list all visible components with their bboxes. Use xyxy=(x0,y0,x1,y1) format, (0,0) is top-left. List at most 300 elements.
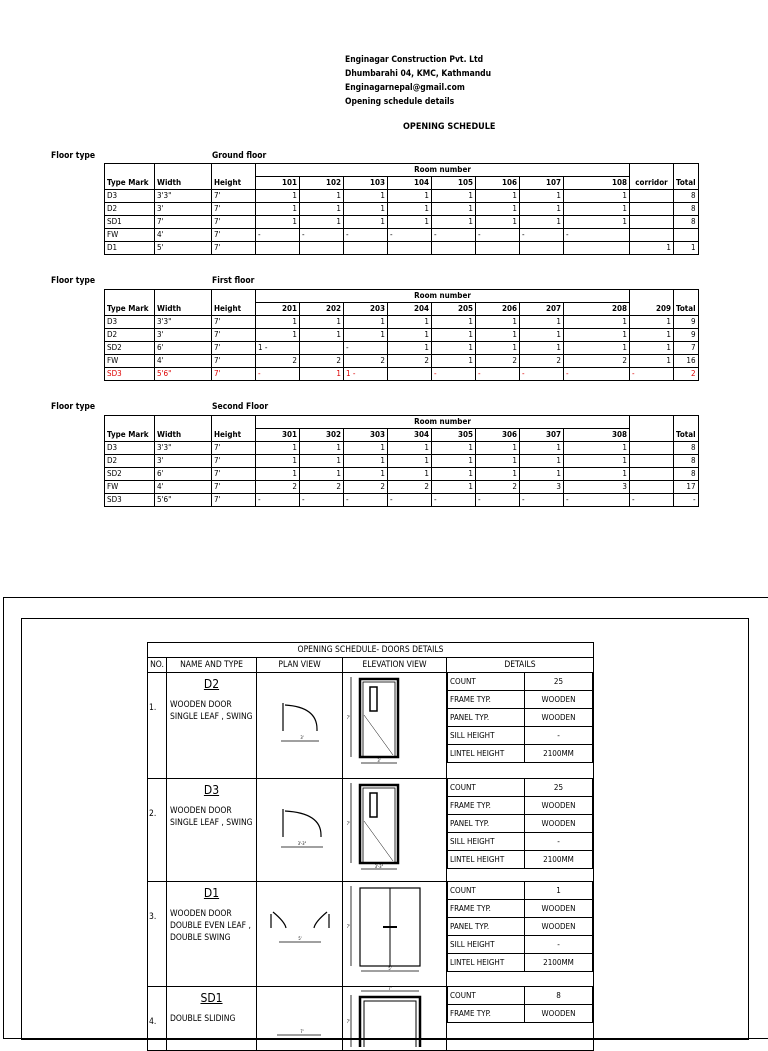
detail-row-panel xyxy=(448,815,593,833)
total-cell: 1 xyxy=(674,242,699,255)
door-details-cell xyxy=(447,779,594,882)
detail-value-panel: WOODEN xyxy=(525,918,593,936)
elevation-width-dimension: 7' xyxy=(388,987,392,991)
door-row xyxy=(148,987,594,1051)
total-cell: 2 xyxy=(674,368,699,381)
type-mark-cell: D3 xyxy=(105,190,155,203)
count-cell: 1 xyxy=(630,355,674,368)
door-plan-drawing xyxy=(257,987,342,1047)
width-cell: 6' xyxy=(155,342,212,355)
count-cell: 2 xyxy=(476,481,520,494)
total-cell xyxy=(674,229,699,242)
count-cell: 3 xyxy=(520,481,564,494)
room-header: 209 xyxy=(630,303,674,316)
count-cell: 1 xyxy=(432,355,476,368)
width-header: Width xyxy=(155,429,212,442)
empty-header-cell xyxy=(105,290,155,303)
count-cell: 1 xyxy=(520,342,564,355)
room-header: 205 xyxy=(432,303,476,316)
empty-header-cell xyxy=(630,164,674,177)
schedule-row xyxy=(105,203,699,216)
door-details-cell xyxy=(447,673,594,779)
type-mark-cell: D3 xyxy=(105,442,155,455)
count-cell: 1 xyxy=(344,216,388,229)
count-cell: - xyxy=(432,368,476,381)
room-header: 108 xyxy=(564,177,630,190)
elevation-view-cell xyxy=(343,673,447,779)
width-cell: 5' xyxy=(155,242,212,255)
elevation-height-dimension: 7' xyxy=(346,715,350,720)
count-cell: - xyxy=(344,342,388,355)
detail-value-frame: WOODEN xyxy=(525,797,593,815)
count-cell: - xyxy=(300,229,344,242)
type-mark-cell: D3 xyxy=(105,316,155,329)
width-cell: 4' xyxy=(155,481,212,494)
col-no-header: NO. xyxy=(148,658,167,673)
detail-row-frame xyxy=(448,900,593,918)
count-cell: 1 xyxy=(630,242,674,255)
door-name-cell xyxy=(167,987,257,1051)
count-cell: 1 xyxy=(256,316,300,329)
empty-header-cell xyxy=(155,290,212,303)
door-code: D3 xyxy=(203,783,220,797)
count-cell: 1 xyxy=(344,190,388,203)
count-cell: 1 xyxy=(300,329,344,342)
count-cell: 1 xyxy=(344,203,388,216)
type-mark-cell: SD3 xyxy=(105,368,155,381)
plan-view-cell xyxy=(257,779,343,882)
count-cell: 1 xyxy=(432,455,476,468)
count-cell: 1 xyxy=(476,203,520,216)
height-cell: 7' xyxy=(212,329,256,342)
count-cell: 1 xyxy=(476,329,520,342)
schedule-row xyxy=(105,229,699,242)
company-address: Dhumbarahi 04, KMC, Kathmandu xyxy=(345,69,492,79)
door-details-table xyxy=(447,987,593,1023)
count-cell: 1 - xyxy=(256,342,300,355)
detail-value-sill: - xyxy=(525,727,593,745)
room-header: 202 xyxy=(300,303,344,316)
type-mark-cell: D2 xyxy=(105,203,155,216)
empty-header-cell xyxy=(630,290,674,303)
count-cell: 1 xyxy=(432,468,476,481)
count-cell: 1 xyxy=(300,468,344,481)
count-cell: 1 xyxy=(432,203,476,216)
room-header: 103 xyxy=(344,177,388,190)
door-elevation-drawing xyxy=(343,882,446,983)
schedule-row xyxy=(105,355,699,368)
company-name: Enginagar Construction Pvt. Ltd xyxy=(345,55,484,65)
total-cell: - xyxy=(674,494,699,507)
count-cell: 1 xyxy=(256,190,300,203)
count-cell: 2 xyxy=(388,355,432,368)
height-cell: 7' xyxy=(212,229,256,242)
count-cell: 2 xyxy=(344,481,388,494)
column-header-row xyxy=(105,177,699,190)
plan-view-cell xyxy=(257,673,343,779)
door-code: D2 xyxy=(203,677,220,691)
count-cell: 1 xyxy=(300,455,344,468)
count-cell xyxy=(520,242,564,255)
detail-row-lintel xyxy=(448,745,593,763)
schedule-row xyxy=(105,494,699,507)
second-floor-schedule-table xyxy=(104,415,699,507)
count-cell: 3 xyxy=(564,481,630,494)
total-cell: 8 xyxy=(674,468,699,481)
column-header-row xyxy=(105,429,699,442)
document-subtitle: Opening schedule details xyxy=(345,97,455,107)
elevation-view-cell xyxy=(343,882,447,987)
count-cell: - xyxy=(564,494,630,507)
detail-value-sill: - xyxy=(525,936,593,954)
count-cell: 1 xyxy=(520,455,564,468)
door-plan-drawing xyxy=(257,779,342,878)
count-cell: 1 xyxy=(388,190,432,203)
width-cell: 5'6" xyxy=(155,494,212,507)
company-email: Enginagarnepal@gmail.com xyxy=(345,83,465,93)
count-cell: - xyxy=(520,368,564,381)
count-cell: 1 xyxy=(476,316,520,329)
detail-label-lintel: LINTEL HEIGHT xyxy=(448,851,525,869)
count-cell: 1 xyxy=(476,190,520,203)
width-cell: 5'6" xyxy=(155,368,212,381)
count-cell: - xyxy=(564,368,630,381)
total-cell: 8 xyxy=(674,455,699,468)
type-mark-cell: SD3 xyxy=(105,494,155,507)
detail-value-lintel: 2100MM xyxy=(525,954,593,972)
height-header: Height xyxy=(212,429,256,442)
detail-label-panel: PANEL TYP. xyxy=(448,815,525,833)
plan-view-cell xyxy=(257,882,343,987)
count-cell: 1 xyxy=(476,342,520,355)
count-cell xyxy=(300,242,344,255)
detail-row-sill xyxy=(448,727,593,745)
detail-label-panel: PANEL TYP. xyxy=(448,709,525,727)
height-cell: 7' xyxy=(212,342,256,355)
detail-label-lintel: LINTEL HEIGHT xyxy=(448,954,525,972)
door-details-table xyxy=(447,779,593,869)
elevation-width-dimension: 3'-3" xyxy=(374,864,384,869)
total-cell: 8 xyxy=(674,203,699,216)
count-cell: 1 xyxy=(432,316,476,329)
width-cell: 3'3" xyxy=(155,442,212,455)
room-header: 307 xyxy=(520,429,564,442)
width-cell: 3' xyxy=(155,455,212,468)
height-cell: 7' xyxy=(212,442,256,455)
count-cell: - xyxy=(388,494,432,507)
detail-label-lintel: LINTEL HEIGHT xyxy=(448,745,525,763)
schedule-row xyxy=(105,342,699,355)
room-number-header: Room number xyxy=(256,416,630,429)
room-header: 303 xyxy=(344,429,388,442)
count-cell: 1 xyxy=(564,468,630,481)
detail-row-panel xyxy=(448,709,593,727)
detail-row-lintel xyxy=(448,954,593,972)
total-cell: 17 xyxy=(674,481,699,494)
count-cell: 1 xyxy=(564,203,630,216)
empty-header-cell xyxy=(155,164,212,177)
height-header: Height xyxy=(212,303,256,316)
col-details-header: DETAILS xyxy=(447,658,594,673)
schedule-row xyxy=(105,368,699,381)
count-cell: 1 xyxy=(388,329,432,342)
count-cell xyxy=(476,242,520,255)
count-cell: 1 xyxy=(344,329,388,342)
room-header: 204 xyxy=(388,303,432,316)
count-cell: 1 xyxy=(388,442,432,455)
floor-type-label: Floor type xyxy=(51,276,96,286)
detail-label-frame: FRAME TYP. xyxy=(448,691,525,709)
count-cell: 2 xyxy=(344,355,388,368)
empty-header-cell xyxy=(674,290,699,303)
empty-header-cell xyxy=(105,164,155,177)
count-cell: 1 xyxy=(300,190,344,203)
count-cell xyxy=(432,242,476,255)
count-cell: 2 xyxy=(520,355,564,368)
detail-value-frame: WOODEN xyxy=(525,1005,593,1023)
count-cell xyxy=(630,468,674,481)
count-cell: - xyxy=(300,494,344,507)
detail-row-count xyxy=(448,882,593,900)
width-cell: 3'3" xyxy=(155,316,212,329)
empty-header-cell xyxy=(212,164,256,177)
door-number: 2. xyxy=(148,779,167,882)
count-cell: 1 xyxy=(432,190,476,203)
total-cell: 8 xyxy=(674,190,699,203)
door-name-cell xyxy=(167,882,257,987)
door-plan-drawing xyxy=(257,673,342,775)
count-cell xyxy=(564,242,630,255)
room-number-header-row xyxy=(105,290,699,303)
height-cell: 7' xyxy=(212,481,256,494)
count-cell: 1 xyxy=(630,329,674,342)
detail-value-count: 8 xyxy=(525,987,593,1005)
detail-row-count xyxy=(448,673,593,691)
empty-header-cell xyxy=(674,416,699,429)
count-cell xyxy=(256,242,300,255)
room-number-header: Room number xyxy=(256,290,630,303)
count-cell: - xyxy=(256,494,300,507)
count-cell: 1 xyxy=(300,442,344,455)
room-number-header-row xyxy=(105,164,699,177)
count-cell: 1 xyxy=(388,468,432,481)
count-cell xyxy=(344,242,388,255)
count-cell: 1 xyxy=(564,190,630,203)
width-cell: 3' xyxy=(155,203,212,216)
detail-label-count: COUNT xyxy=(448,882,525,900)
height-cell: 7' xyxy=(212,190,256,203)
count-cell: - xyxy=(520,494,564,507)
detail-row-sill xyxy=(448,936,593,954)
total-cell: 16 xyxy=(674,355,699,368)
detail-label-frame: FRAME TYP. xyxy=(448,797,525,815)
col-name-header: NAME AND TYPE xyxy=(167,658,257,673)
room-header: 304 xyxy=(388,429,432,442)
doors-table-title: OPENING SCHEDULE- DOORS DETAILS xyxy=(148,643,594,658)
count-cell: 2 xyxy=(300,481,344,494)
ground-floor-schedule-table xyxy=(104,163,699,255)
count-cell: 1 xyxy=(388,342,432,355)
count-cell: 1 xyxy=(630,316,674,329)
count-cell: - xyxy=(344,229,388,242)
width-cell: 4' xyxy=(155,229,212,242)
type-mark-cell: D2 xyxy=(105,455,155,468)
door-code: D1 xyxy=(203,886,220,900)
count-cell xyxy=(300,342,344,355)
count-cell: 2 xyxy=(388,481,432,494)
type-mark-cell: SD1 xyxy=(105,216,155,229)
column-header-row xyxy=(105,303,699,316)
door-details-cell xyxy=(447,987,594,1051)
door-number: 1. xyxy=(148,673,167,779)
empty-header-cell xyxy=(212,290,256,303)
detail-value-sill: - xyxy=(525,833,593,851)
count-cell: 1 xyxy=(432,442,476,455)
schedule-row xyxy=(105,329,699,342)
count-cell: 1 xyxy=(520,190,564,203)
room-header: 305 xyxy=(432,429,476,442)
col-plan-header: PLAN VIEW xyxy=(257,658,343,673)
type-mark-header: Type Mark xyxy=(105,303,155,316)
width-cell: 6' xyxy=(155,468,212,481)
floor-type-label: Floor type xyxy=(51,402,96,412)
plan-dimension: 3' xyxy=(300,735,304,740)
count-cell: 1 xyxy=(256,216,300,229)
count-cell: 2 xyxy=(476,355,520,368)
total-cell: 8 xyxy=(674,442,699,455)
room-header: 206 xyxy=(476,303,520,316)
width-header: Width xyxy=(155,177,212,190)
count-cell: 1 xyxy=(256,329,300,342)
schedule-row xyxy=(105,442,699,455)
room-header: 208 xyxy=(564,303,630,316)
count-cell: - xyxy=(344,494,388,507)
room-header: 105 xyxy=(432,177,476,190)
height-header: Height xyxy=(212,177,256,190)
count-cell: - xyxy=(476,229,520,242)
detail-label-count: COUNT xyxy=(448,987,525,1005)
count-cell: 1 xyxy=(432,216,476,229)
door-number: 4. xyxy=(148,987,167,1051)
detail-row-panel xyxy=(448,918,593,936)
count-cell xyxy=(630,455,674,468)
count-cell: - xyxy=(630,368,674,381)
count-cell: 1 xyxy=(564,316,630,329)
plan-dimension: 5' xyxy=(298,936,302,941)
count-cell: - xyxy=(630,494,674,507)
door-row xyxy=(148,673,594,779)
room-header: 306 xyxy=(476,429,520,442)
height-cell: 7' xyxy=(212,216,256,229)
count-cell: - xyxy=(432,494,476,507)
empty-header-cell xyxy=(155,416,212,429)
detail-value-panel: WOODEN xyxy=(525,815,593,833)
type-mark-cell: SD2 xyxy=(105,468,155,481)
detail-value-lintel: 2100MM xyxy=(525,851,593,869)
schedule-row xyxy=(105,242,699,255)
count-cell xyxy=(630,203,674,216)
width-cell: 7' xyxy=(155,216,212,229)
height-cell: 7' xyxy=(212,368,256,381)
width-cell: 4' xyxy=(155,355,212,368)
detail-label-count: COUNT xyxy=(448,673,525,691)
type-mark-header: Type Mark xyxy=(105,177,155,190)
count-cell: 1 xyxy=(564,329,630,342)
count-cell: 1 xyxy=(256,203,300,216)
detail-label-panel: PANEL TYP. xyxy=(448,918,525,936)
total-header: Total xyxy=(674,303,699,316)
total-cell: 7 xyxy=(674,342,699,355)
height-cell: 7' xyxy=(212,242,256,255)
elevation-height-dimension: 7' xyxy=(346,1019,350,1024)
door-description: WOODEN DOOR SINGLE LEAF , SWING xyxy=(170,806,253,828)
col-elevation-header: ELEVATION VIEW xyxy=(343,658,447,673)
first-floor-schedule-table xyxy=(104,289,699,381)
count-cell: 2 xyxy=(564,355,630,368)
door-name-cell xyxy=(167,779,257,882)
count-cell: 1 xyxy=(520,468,564,481)
count-cell xyxy=(630,481,674,494)
elevation-view-cell xyxy=(343,987,447,1051)
detail-value-count: 25 xyxy=(525,779,593,797)
total-header: Total xyxy=(674,429,699,442)
door-name-cell xyxy=(167,673,257,779)
detail-value-frame: WOODEN xyxy=(525,900,593,918)
door-details-cell xyxy=(447,882,594,987)
doors-details-table xyxy=(147,642,594,1051)
plan-view-cell xyxy=(257,987,343,1051)
page-title: OPENING SCHEDULE xyxy=(403,122,496,132)
count-cell: 1 xyxy=(300,216,344,229)
total-header: Total xyxy=(674,177,699,190)
height-cell: 7' xyxy=(212,316,256,329)
width-cell: 3' xyxy=(155,329,212,342)
count-cell: 1 xyxy=(476,455,520,468)
room-header: 107 xyxy=(520,177,564,190)
detail-row-frame xyxy=(448,1005,593,1023)
height-cell: 7' xyxy=(212,455,256,468)
empty-header-cell xyxy=(674,164,699,177)
width-header: Width xyxy=(155,303,212,316)
type-mark-cell: D1 xyxy=(105,242,155,255)
empty-header-cell xyxy=(105,416,155,429)
count-cell: 1 xyxy=(256,442,300,455)
count-cell: 1 xyxy=(520,329,564,342)
schedule-row xyxy=(105,455,699,468)
count-cell: 2 xyxy=(256,355,300,368)
floor-name-first: First floor xyxy=(212,276,255,286)
empty-header-cell xyxy=(212,416,256,429)
detail-row-count xyxy=(448,779,593,797)
empty-header-cell xyxy=(630,416,674,429)
room-number-header-row xyxy=(105,416,699,429)
detail-label-sill: SILL HEIGHT xyxy=(448,727,525,745)
detail-value-lintel: 2100MM xyxy=(525,745,593,763)
count-cell: 1 xyxy=(344,442,388,455)
plan-dimension: 3'-3" xyxy=(297,841,307,846)
detail-label-frame: FRAME TYP. xyxy=(448,1005,525,1023)
total-cell: 9 xyxy=(674,316,699,329)
type-mark-cell: D2 xyxy=(105,329,155,342)
schedule-row xyxy=(105,468,699,481)
count-cell: 1 xyxy=(256,468,300,481)
room-header: 104 xyxy=(388,177,432,190)
count-cell: - xyxy=(476,368,520,381)
count-cell: 1 xyxy=(476,442,520,455)
height-cell: 7' xyxy=(212,494,256,507)
floor-name-ground: Ground floor xyxy=(212,151,267,161)
count-cell: - xyxy=(476,494,520,507)
